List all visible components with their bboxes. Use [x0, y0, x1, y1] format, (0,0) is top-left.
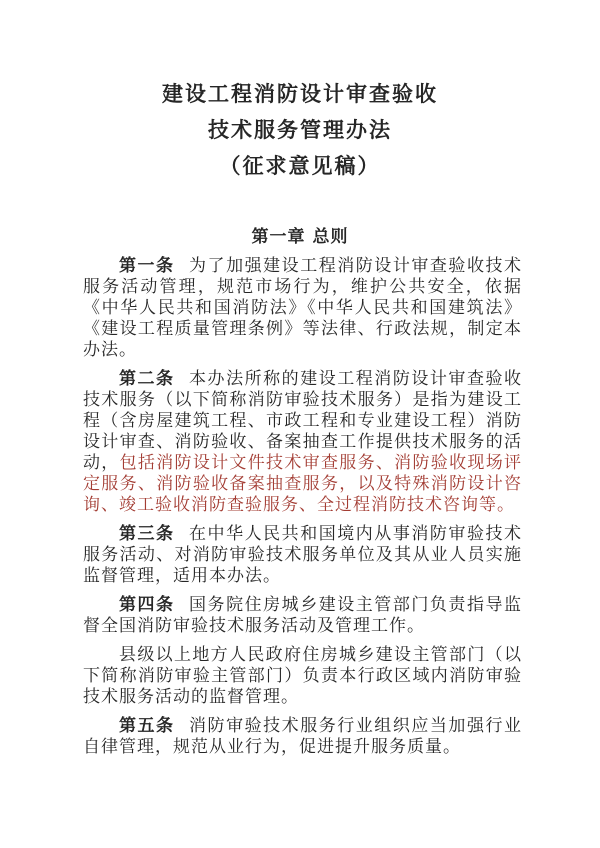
article-4-subparagraph: [83, 645, 522, 708]
article-3-text: 在中华人民共和国境内从事消防审验技术服务活动、对消防审验技术服务单位及其从业人员实施监督管理，适用本办法。: [83, 524, 523, 586]
article-5: [83, 716, 522, 758]
article-2-highlight: 包括消防设计文件技术审查服务、消防验收现场评定服务、消防验收备案抽查服务，以及特殊消防设计咨询、竣工验收消防查验服务、全过程消防技术咨询等。: [83, 453, 522, 515]
article-4-sub-text: 县级以上地方人民政府住房城乡建设主管部门（以下简称消防审验主管部门）负责本行政区域内消防审验技术服务活动的监督管理。: [83, 645, 522, 707]
title-line-3: （征求意见稿）: [219, 154, 381, 178]
article-4-label: 第四条: [119, 595, 175, 615]
article-2-text: 本办法所称的建设工程消防设计审查验收技术服务（以下简称消防审验技术服务）是指为建设工程（含房屋建筑工程、市政工程和专业建设工程）消防设计审查、消防验收、备案抽查工作提供技术服务的活动，: [83, 369, 523, 473]
article-4-text: 国务院住房城乡建设主管部门负责指导监督全国消防审验技术服务活动及管理工作。: [83, 595, 523, 636]
article-5-text: 消防审验技术服务行业组织应当加强行业自律管理，规范从业行为，促进提升服务质量。: [83, 716, 523, 757]
article-3: [83, 524, 522, 587]
article-3-label: 第三条: [119, 524, 175, 544]
chapter-heading: 第一章 总则: [251, 227, 349, 247]
articles-section: [0, 256, 600, 758]
title-line-2: 技术服务管理办法: [208, 118, 392, 142]
article-1-text: 为了加强建设工程消防设计审查验收技术服务活动管理，规范市场行为，维护公共安全，依据《中华人民共和国消防法》《中华人民共和国建筑法》《建设工程质量管理条例》等法律、行政法规，制定本办法。: [83, 256, 523, 360]
article-5-label: 第五条: [119, 716, 175, 736]
article-2-label: 第二条: [119, 369, 175, 389]
document-title: [0, 76, 600, 184]
title-line-1: 建设工程消防设计审查验收: [162, 82, 438, 106]
article-1-label: 第一条: [119, 256, 175, 276]
article-4: [83, 595, 522, 637]
article-2: [83, 369, 522, 516]
article-1: [83, 256, 522, 361]
